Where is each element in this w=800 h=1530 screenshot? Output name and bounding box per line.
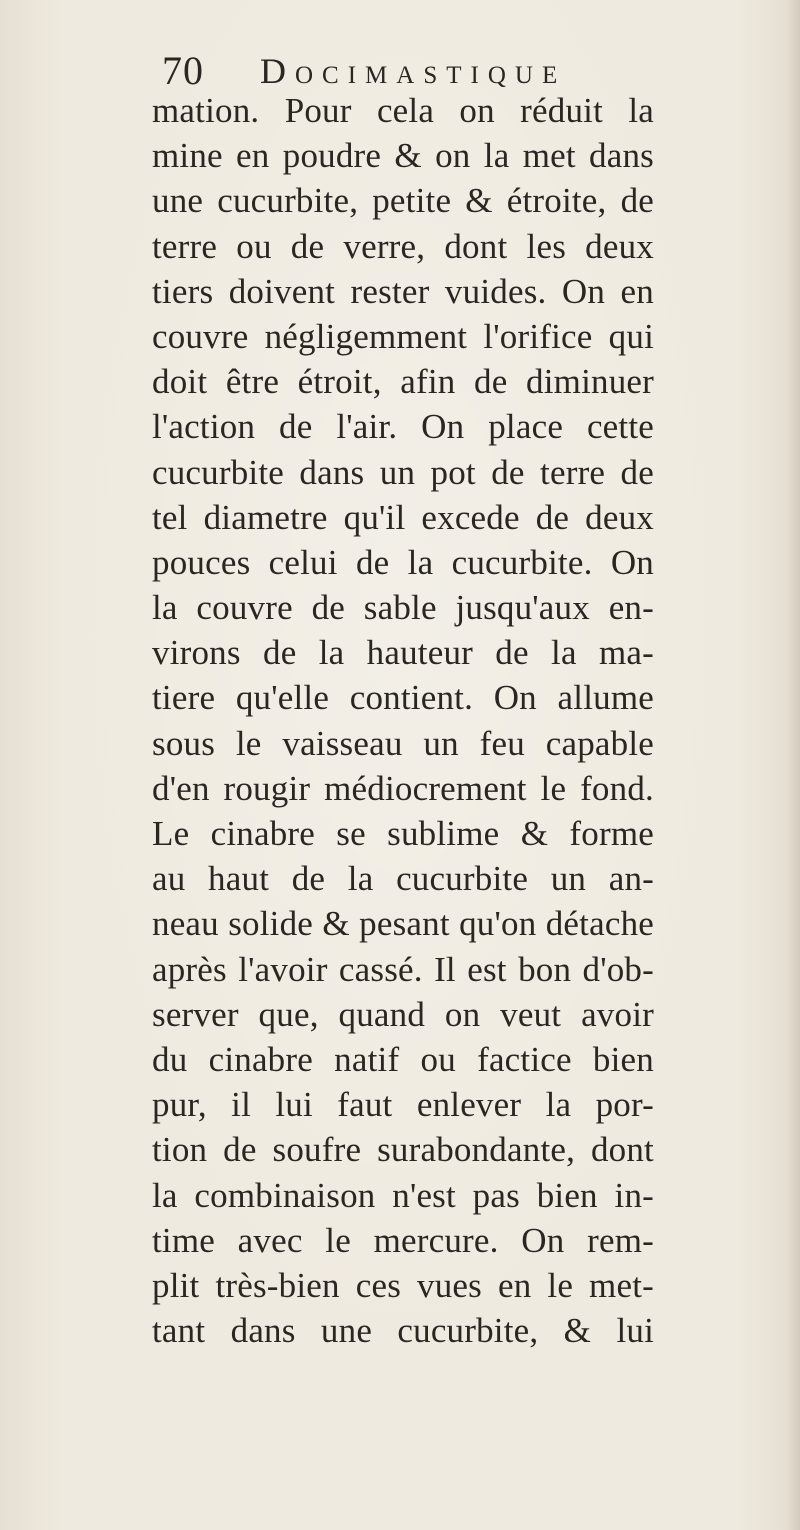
text-line: tion de soufre surabondante, dont (152, 1130, 654, 1170)
text-line: la combinaison n'est pas bien in- (152, 1175, 654, 1215)
text-line: doit être étroit, afin de diminuer (152, 362, 654, 402)
text-line: neau solide & pesant qu'on détache (152, 904, 654, 944)
text-line: Le cinabre se sublime & forme (152, 814, 654, 853)
text-line: cucurbite dans un pot de terre de (152, 452, 654, 492)
text-line: après l'avoir cassé. Il est bon d'ob- (152, 949, 654, 989)
text-line: au haut de la cucurbite un an- (152, 859, 654, 899)
text-line: sous le vaisseau un feu capable (152, 723, 654, 763)
text-line: couvre négligemment l'orifice qui (152, 316, 654, 356)
text-line: tel diametre qu'il excede de deux (152, 497, 654, 537)
text-line: du cinabre natif ou factice bien (152, 1039, 654, 1079)
page-number: 70 (162, 48, 204, 93)
text-line: la couvre de sable jusqu'aux en- (152, 588, 654, 628)
text-line: pur, il lui faut enlever la por- (152, 1085, 654, 1125)
text-line: pouces celui de la cucurbite. On (152, 542, 654, 582)
text-line: tant dans une cucurbite, & lui (152, 1311, 654, 1351)
body-text (152, 88, 654, 1353)
text-line: mine en poudre & on la met dans (152, 136, 654, 176)
text-line: time avec le mercure. On rem- (152, 1220, 654, 1260)
text-line: terre ou de verre, dont les deux (152, 226, 654, 266)
text-line: virons de la hauteur de la ma- (152, 633, 654, 673)
text-line: tiers doivent rester vuides. On en (152, 271, 654, 311)
text-line: plit très-bien ces vues en le met- (152, 1265, 654, 1305)
text-line: une cucurbite, petite & étroite, de (152, 181, 654, 221)
text-line: mation. Pour cela on réduit la (152, 91, 654, 130)
text-line: tiere qu'elle contient. On allume (152, 678, 654, 718)
text-line: d'en rougir médiocrement le fond. (152, 768, 654, 808)
text-line: server que, quand on veut avoir (152, 994, 654, 1034)
running-head: Docimastique (260, 51, 567, 91)
text-line: l'action de l'air. On place cette (152, 407, 654, 447)
page-edge-shadow (786, 0, 800, 1530)
